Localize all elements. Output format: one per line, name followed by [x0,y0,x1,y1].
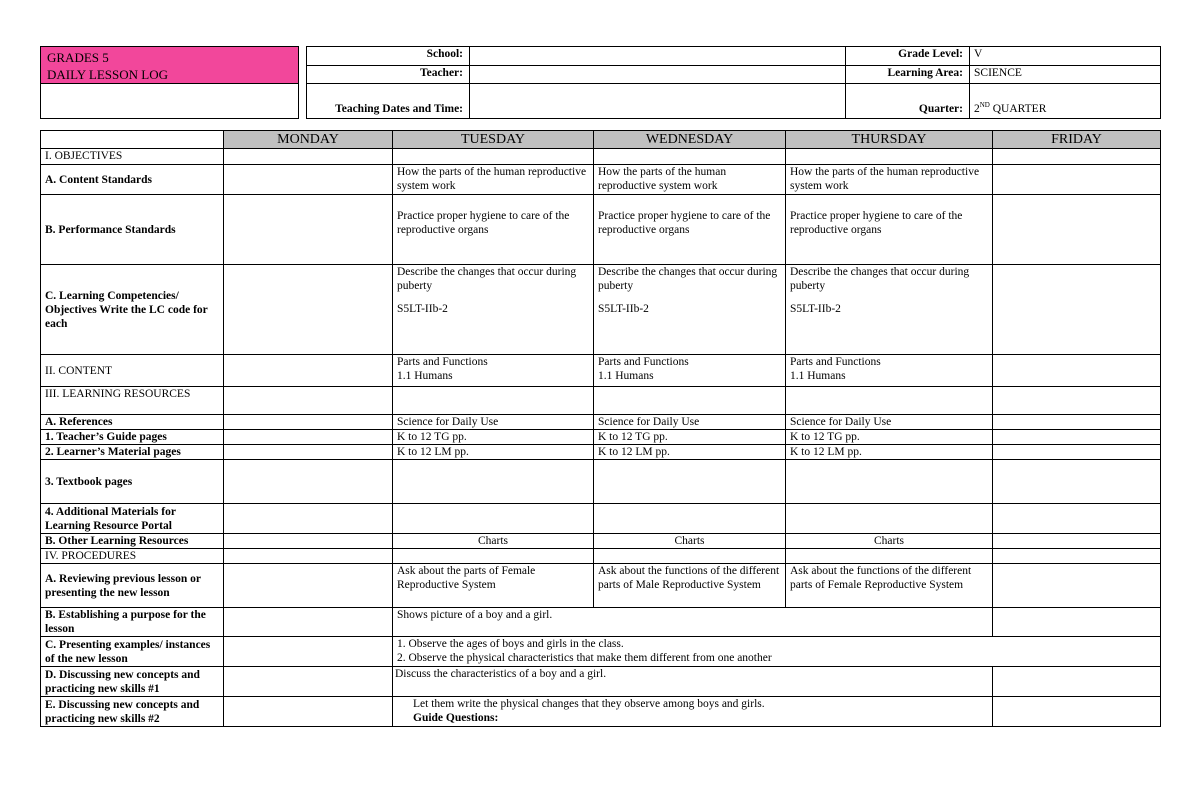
school-field[interactable] [470,47,846,66]
objectives-label: I. OBJECTIVES [41,149,224,165]
lm-pages-wed: K to 12 LM pp. [594,445,786,460]
teacher-field[interactable] [470,65,846,84]
grade-level-label: Grade Level: [846,47,970,66]
content-wed [594,355,786,387]
competencies-wed [594,265,786,355]
procedures-row [41,549,1161,564]
references-row [41,415,1161,430]
other-resources-thu: Charts [786,534,993,549]
discussing-2-row [41,697,1161,727]
references-tue: Science for Daily Use [393,415,594,430]
blank-header-cell [41,131,224,149]
quarter-word: QUARTER [989,103,1047,115]
day-wednesday: WEDNESDAY [594,131,786,149]
quarter-number: 2 [974,103,980,115]
learning-resources-label: III. LEARNING RESOURCES [41,387,224,415]
presenting-label: C. Presenting examples/ instances of the new lesson [41,637,224,667]
competencies-text: Describe the changes that occur during puberty [790,266,970,292]
textbook-pages-row [41,460,1161,504]
presenting-row [41,637,1161,667]
content-standards-wed: How the parts of the human reproductive system work [594,165,786,195]
content-thu [786,355,993,387]
purpose-row [41,608,1161,637]
reviewing-label: A. Reviewing previous lesson or presenting the new lesson [41,564,224,608]
performance-standards-tue: Practice proper hygiene to care of the reproductive organs [393,195,594,265]
content-line-2: 1.1 Humans [397,370,453,382]
teaching-dates-label: Teaching Dates and Time: [307,84,470,119]
lc-code: S5LT-IIb-2 [397,303,448,315]
competencies-label: C. Learning Competencies/ Objectives Write the LC code for each [41,265,224,355]
content-standards-tue: How the parts of the human reproductive system work [393,165,594,195]
performance-standards-wed: Practice proper hygiene to care of the reproductive organs [594,195,786,265]
competencies-tue [393,265,594,355]
day-monday: MONDAY [224,131,393,149]
lm-pages-thu: K to 12 LM pp. [786,445,993,460]
lc-code: S5LT-IIb-2 [598,303,649,315]
day-friday: FRIDAY [993,131,1161,149]
competencies-text: Describe the changes that occur during puberty [598,266,778,292]
title-blank-cell [41,84,299,119]
reviewing-thu: Ask about the functions of the different parts of Female Reproductive System [786,564,993,608]
teaching-dates-field[interactable] [470,84,846,119]
procedures-label: IV. PROCEDURES [41,549,224,564]
school-label: School: [307,47,470,66]
tg-pages-label: 1. Teacher’s Guide pages [41,430,224,445]
other-resources-wed: Charts [594,534,786,549]
discussing-2-line-1: Let them write the physical changes that they observe among boys and girls. [413,698,765,710]
tg-pages-wed: K to 12 TG pp. [594,430,786,445]
performance-standards-row [41,195,1161,265]
lm-pages-tue: K to 12 LM pp. [393,445,594,460]
day-thursday: THURSDAY [786,131,993,149]
content-line-2: 1.1 Humans [790,370,846,382]
references-wed: Science for Daily Use [594,415,786,430]
objectives-row [41,149,1161,165]
performance-standards-label: B. Performance Standards [41,195,224,265]
content-standards-label: A. Content Standards [41,165,224,195]
content-line-1: Parts and Functions [397,356,488,368]
learning-resources-row [41,387,1161,415]
lesson-table [40,130,1161,727]
tg-pages-thu: K to 12 TG pp. [786,430,993,445]
presenting-line-2: 2. Observe the physical characteristics that make them different from one another [397,652,772,664]
content-standards-row [41,165,1161,195]
content-line-1: Parts and Functions [790,356,881,368]
presenting-text [393,637,1161,667]
quarter-label: Quarter: [846,84,970,119]
quarter-field[interactable] [970,84,1161,119]
references-thu: Science for Daily Use [786,415,993,430]
lm-pages-label: 2. Learner’s Material pages [41,445,224,460]
additional-materials-label: 4. Additional Materials for Learning Resource Portal [41,504,224,534]
other-resources-tue: Charts [393,534,594,549]
day-header-row [41,131,1161,149]
additional-materials-row [41,504,1161,534]
performance-standards-thu: Practice proper hygiene to care of the reproductive organs [786,195,993,265]
content-standards-thu: How the parts of the human reproductive system work [786,165,993,195]
tg-pages-row [41,430,1161,445]
learning-area-label: Learning Area: [846,65,970,84]
quarter-suffix: ND [979,101,990,110]
other-resources-row [41,534,1161,549]
discussing-1-label: D. Discussing new concepts and practicing new skills #1 [41,667,224,697]
grade-level-field[interactable]: V [970,47,1161,66]
purpose-label: B. Establishing a purpose for the lesson [41,608,224,637]
lesson-log-title [41,47,299,84]
content-tue [393,355,594,387]
teacher-label: Teacher: [307,65,470,84]
discussing-1-text: Discuss the characteristics of a boy and a girl. [393,667,993,697]
header-spacer [299,47,307,119]
textbook-pages-label: 3. Textbook pages [41,460,224,504]
content-row [41,355,1161,387]
title-line-1: GRADES 5 [47,50,109,65]
header-table [40,46,1161,119]
reviewing-row [41,564,1161,608]
reviewing-wed: Ask about the functions of the different parts of Male Reproductive System [594,564,786,608]
lm-pages-row [41,445,1161,460]
content-label: II. CONTENT [41,355,224,387]
references-label: A. References [41,415,224,430]
learning-area-field[interactable]: SCIENCE [970,65,1161,84]
discussing-2-label: E. Discussing new concepts and practicing new skills #2 [41,697,224,727]
purpose-text: Shows picture of a boy and a girl. [393,608,993,637]
title-line-2: DAILY LESSON LOG [47,67,168,82]
other-resources-label: B. Other Learning Resources [41,534,224,549]
discussing-1-row [41,667,1161,697]
discussing-2-text [393,697,993,727]
competencies-text: Describe the changes that occur during puberty [397,266,577,292]
guide-questions-label: Guide Questions: [413,712,499,724]
content-line-1: Parts and Functions [598,356,689,368]
content-line-2: 1.1 Humans [598,370,654,382]
day-tuesday: TUESDAY [393,131,594,149]
competencies-thu [786,265,993,355]
competencies-row [41,265,1161,355]
reviewing-tue: Ask about the parts of Female Reproductive System [393,564,594,608]
tg-pages-tue: K to 12 TG pp. [393,430,594,445]
lc-code: S5LT-IIb-2 [790,303,841,315]
presenting-line-1: 1. Observe the ages of boys and girls in the class. [397,638,624,650]
